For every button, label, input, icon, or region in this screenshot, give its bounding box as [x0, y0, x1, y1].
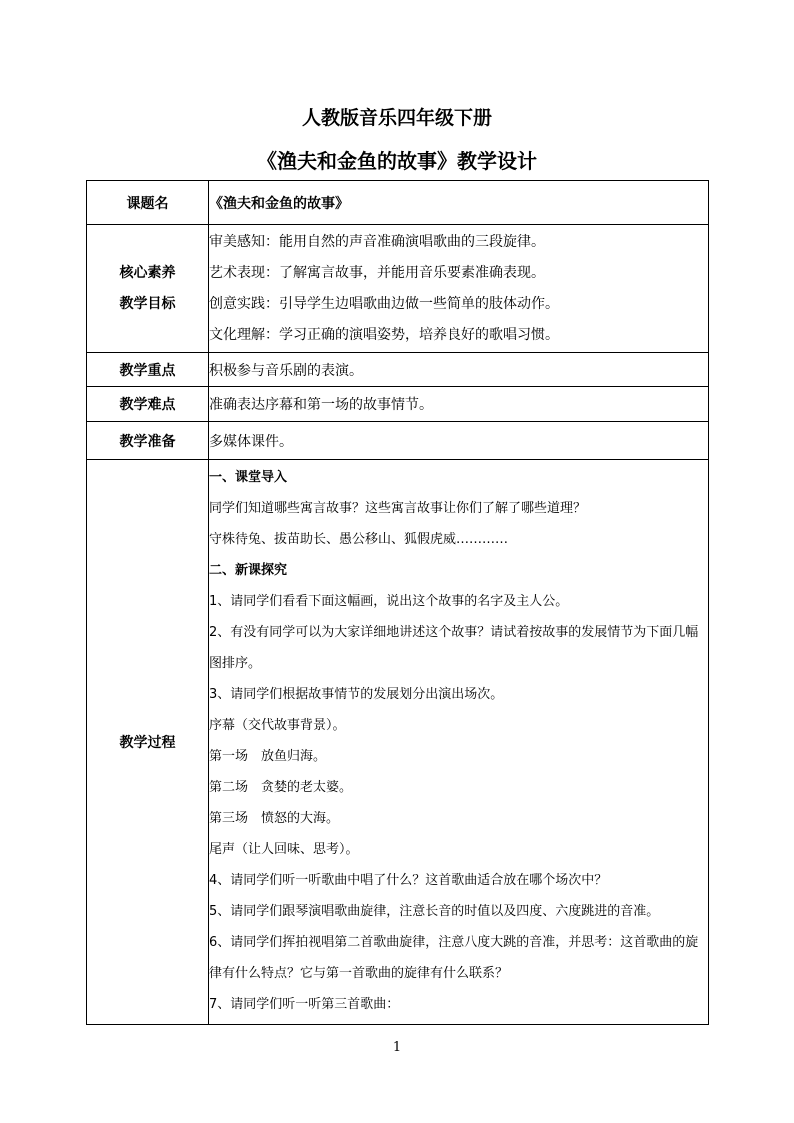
goals-label: [87, 225, 209, 353]
title-line-1: 人教版音乐四年级下册: [301, 107, 492, 129]
goals-label-line-1: 核心素养: [119, 264, 176, 281]
scene-1: 第一场 放鱼归海。: [209, 749, 327, 764]
scene-2: 第二场 贪婪的老太婆。: [209, 780, 353, 795]
step-7: 7、请同学们听一听第三首歌曲：: [209, 997, 400, 1012]
topic-value: 《渔夫和金鱼的故事》: [209, 181, 709, 225]
scene-prologue: 序幕（交代故事背景）。: [209, 718, 346, 733]
scene-3: 第三场 愤怒的大海。: [209, 811, 340, 826]
row-process: [87, 460, 709, 1025]
process-label: 教学过程: [87, 460, 209, 1025]
title-line-2: 《渔夫和金鱼的故事》教学设计: [257, 149, 537, 173]
scene-epilogue: 尾声（让人回味、思考）。: [209, 842, 359, 857]
key-label: 教学重点: [87, 353, 209, 387]
row-goals: [87, 225, 709, 353]
row-key: [87, 353, 709, 387]
step-3: 3、请同学们根据故事情节的发展划分出演出场次。: [209, 687, 504, 702]
lesson-plan-table: [86, 180, 709, 1025]
section-heading-intro: 一、课堂导入: [209, 470, 288, 485]
prep-value: 多媒体课件。: [209, 422, 709, 460]
row-prep: [87, 422, 709, 460]
section-heading-explore: 二、新课探究: [209, 563, 288, 578]
goal-culture: 文化理解：学习正确的演唱姿势，培养良好的歌唱习惯。: [209, 326, 559, 343]
difficulty-value: 准确表达序幕和第一场的故事情节。: [209, 387, 709, 422]
intro-examples: 守株待兔、拔苗助长、愚公移山、狐假虎威…………: [209, 532, 509, 547]
goals-content: [209, 225, 709, 353]
row-topic: [87, 181, 709, 225]
step-4: 4、请同学们听一听歌曲中唱了什么？这首歌曲适合放在哪个场次中？: [209, 873, 608, 888]
goal-expression: 艺术表现：了解寓言故事，并能用音乐要素准确表现。: [209, 264, 545, 281]
goals-label-line-2: 教学目标: [119, 295, 176, 312]
prep-label: 教学准备: [87, 422, 209, 460]
process-content: [209, 460, 709, 1025]
step-5: 5、请同学们跟琴演唱歌曲旋律，注意长音的时值以及四度、六度跳进的音准。: [209, 904, 660, 919]
goal-creative: 创意实践：引导学生边唱歌曲边做一些简单的肢体动作。: [209, 295, 559, 312]
row-difficulty: [87, 387, 709, 422]
step-6: 6、请同学们挥拍视唱第二首歌曲旋律，注意八度大跳的音准，并思考：这首歌曲的旋律有什么特点？它与第一首歌曲的旋律有什么联系？: [209, 935, 699, 981]
difficulty-label: 教学难点: [87, 387, 209, 422]
intro-question: 同学们知道哪些寓言故事？这些寓言故事让你们了解了哪些道理？: [209, 501, 587, 516]
step-1: 1、请同学们看看下面这幅画，说出这个故事的名字及主人公。: [209, 594, 569, 609]
goal-aesthetic: 审美感知：能用自然的声音准确演唱歌曲的三段旋律。: [209, 233, 545, 250]
page-number: 1: [392, 1040, 402, 1055]
topic-label: 课题名: [87, 181, 209, 225]
step-2: 2、有没有同学可以为大家详细地讲述这个故事？请试着按故事的发展情节为下面几幅图排序。: [209, 625, 699, 671]
key-value: 积极参与音乐剧的表演。: [209, 353, 709, 387]
